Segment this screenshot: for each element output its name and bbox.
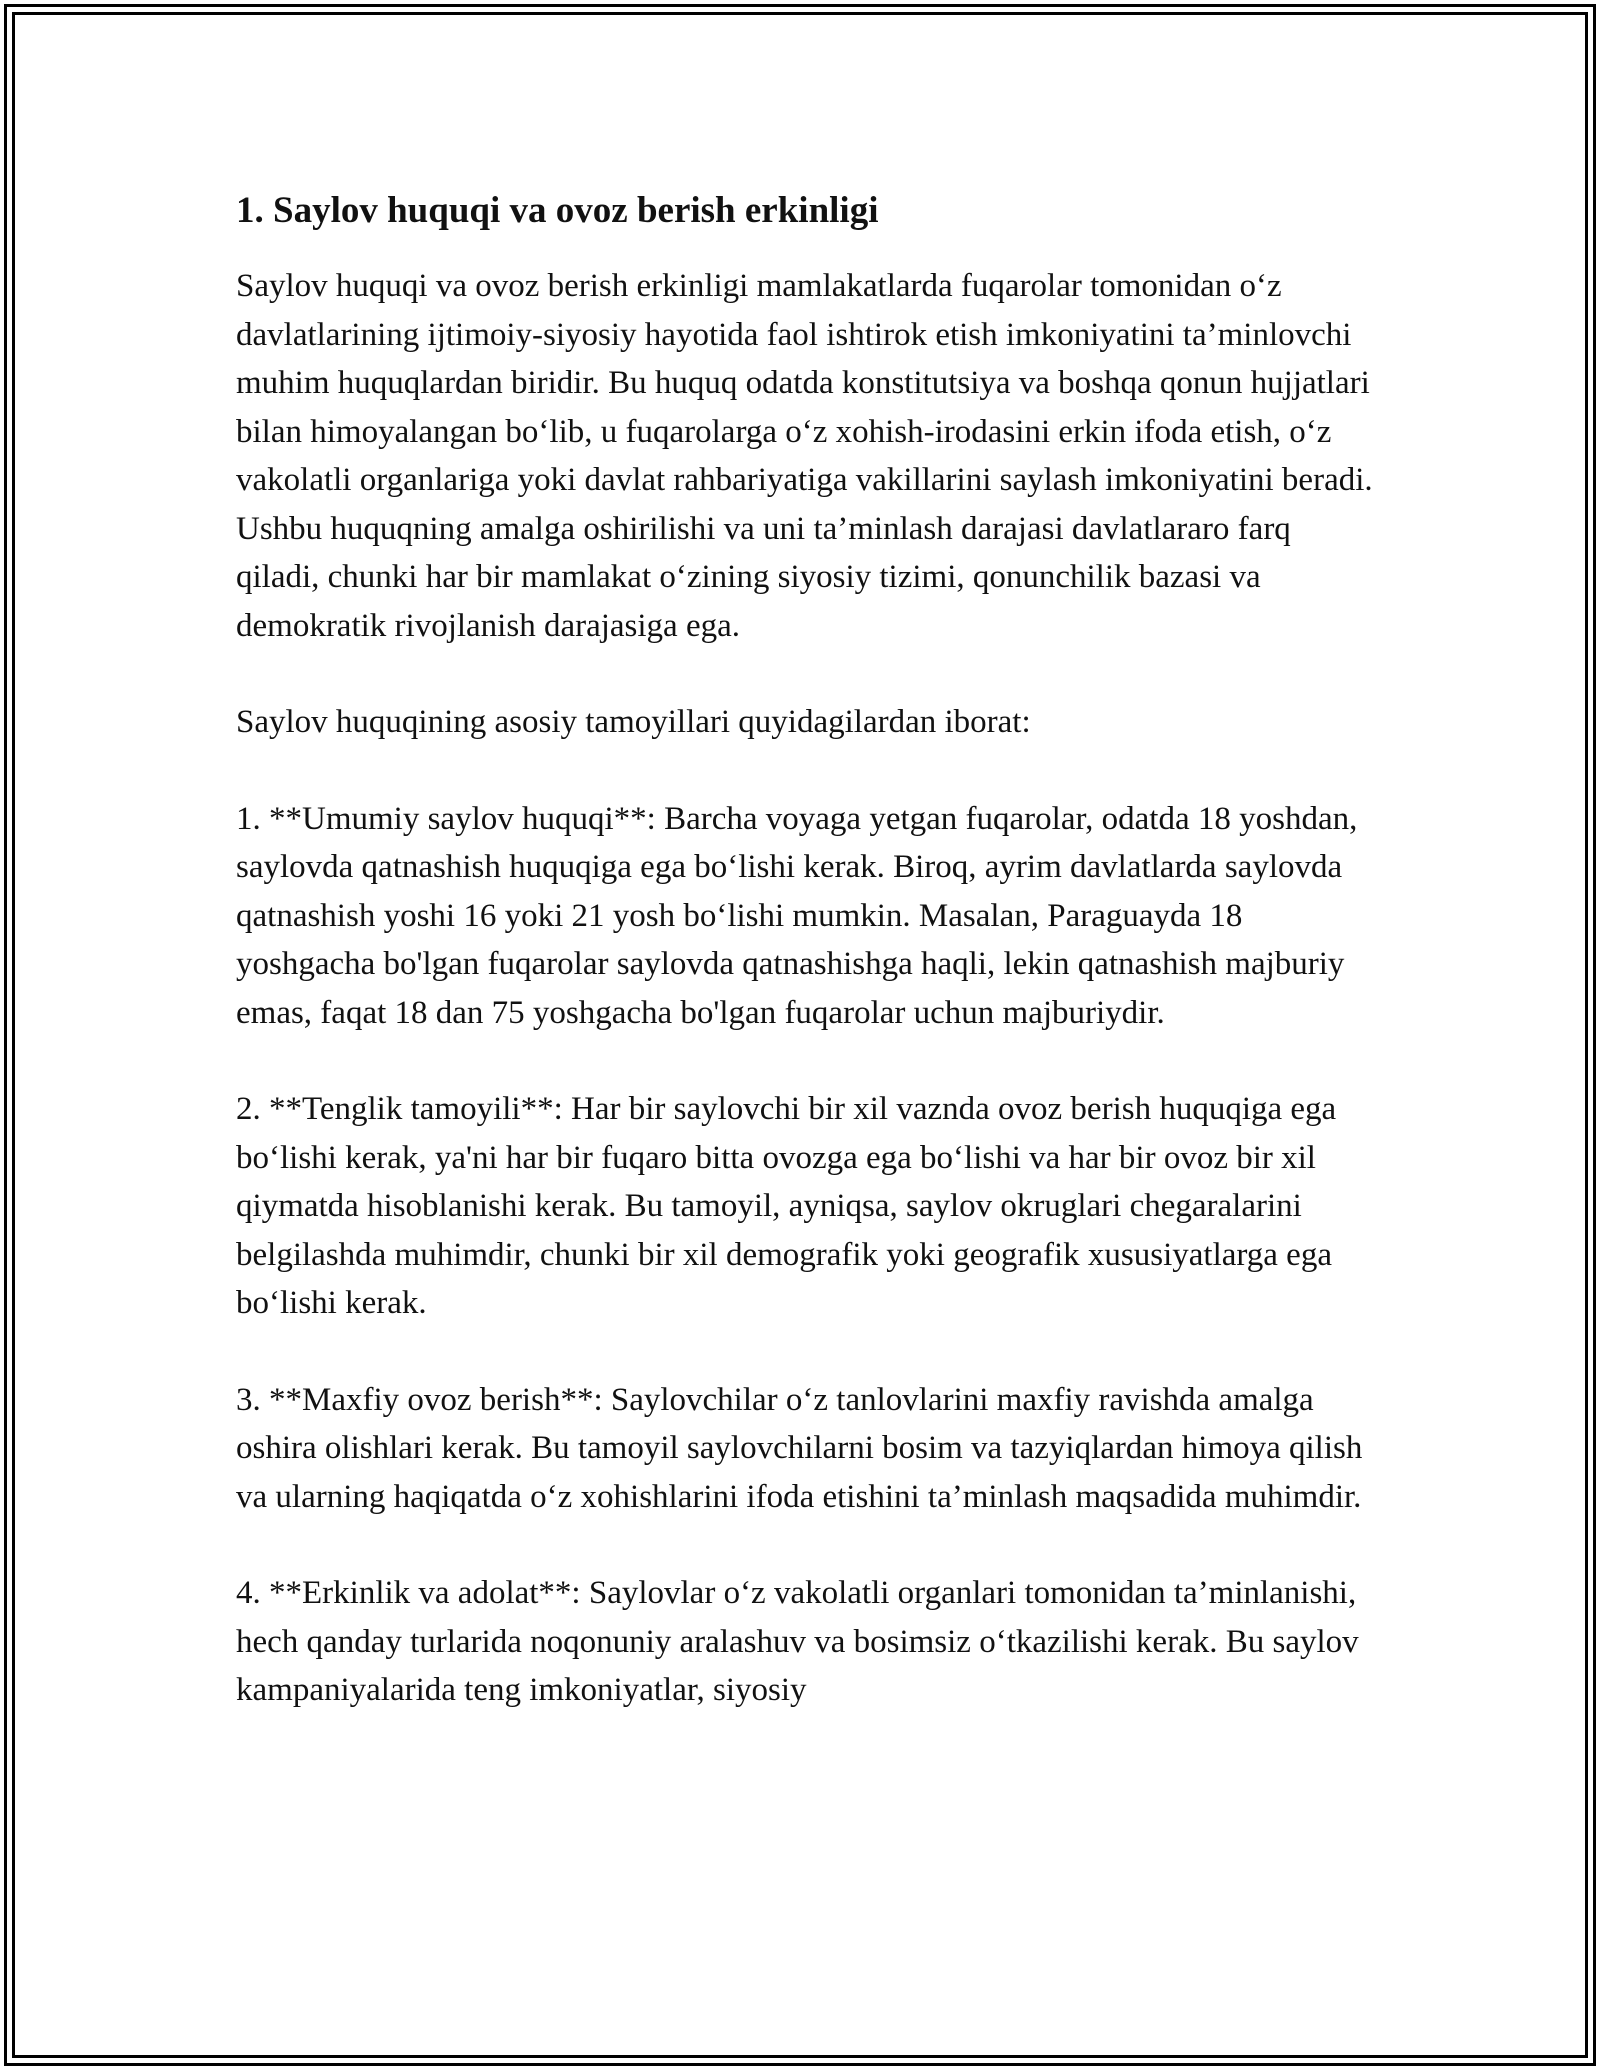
list-item-freedom-fairness: 4. **Erkinlik va adolat**: Saylovlar o‘z vakolatli organlari tomonidan ta’minlanishi, hech qanday turlarida noqonuniy aralashuv va bosimsiz o‘tkazilishi kerak. Bu saylov kampaniyalarida teng imkoniyatlar, siyosiy — [236, 1575, 1359, 1708]
paragraph-principles-lead: Saylov huquqining asosiy tamoyillari quyidagilardan iborat: — [236, 704, 1031, 740]
list-item-secret-ballot: 3. **Maxfiy ovoz berish**: Saylovchilar o‘z tanlovlarini maxfiy ravishda amalga oshira olishlari kerak. Bu tamoyil saylovchilarni bosim va tazyiqlardan himoya qilish va ularning haqiqatda o‘z xohishlarini ifoda etishini ta’minlash maqsadida muhimdir. — [236, 1381, 1363, 1515]
document-body — [236, 186, 1376, 1763]
section-heading: 1. Saylov huquqi va ovoz berish erkinligi — [236, 190, 879, 231]
paragraph-intro: Saylov huquqi va ovoz berish erkinligi mamlakatlarda fuqarolar tomonidan o‘z davlatlarining ijtimoiy-siyosiy hayotida faol ishtirok etish imkoniyatini ta’minlovchi muhim huquqlardan biridir. Bu huquq odatda konstitutsiya va boshqa qonun hujjatlari bilan himoyalangan bo‘lib, u fuqarolarga o‘z xohish-irodasini erkin ifoda etish, o‘z vakolatli organlariga yoki davlat rahbariyatiga vakillarini saylash imkoniyatini beradi. Ushbu huquqning amalga oshirilishi va uni ta’minlash darajasi davlatlararo farq qiladi, chunki har bir mamlakat o‘zining siyosiy tizimi, qonunchilik bazasi va demokratik rivojlanish darajasiga ega. — [236, 268, 1373, 644]
list-item-universal-suffrage: 1. **Umumiy saylov huquqi**: Barcha voyaga yetgan fuqarolar, odatda 18 yoshdan, saylovda qatnashish huquqiga ega bo‘lishi kerak. Biroq, ayrim davlatlarda saylovda qatnashish yoshi 16 yoki 21 yosh bo‘lishi mumkin. Masalan, Paraguayda 18 yoshgacha bo'lgan fuqarolar saylovda qatnashishga haqli, lekin qatnashish majburiy emas, faqat 18 dan 75 yoshgacha bo'lgan fuqarolar uchun majburiydir. — [236, 800, 1358, 1031]
list-item-equality-principle: 2. **Tenglik tamoyili**: Har bir saylovchi bir xil vaznda ovoz berish huquqiga ega bo‘lishi kerak, ya'ni har bir fuqaro bitta ovozga ega bo‘lishi va har bir ovoz bir xil qiymatda hisoblanishi kerak. Bu tamoyil, ayniqsa, saylov okruglari chegaralarini belgilashda muhimdir, chunki bir xil demografik yoki geografik xususiyatlarga ega bo‘lishi kerak. — [236, 1091, 1337, 1321]
